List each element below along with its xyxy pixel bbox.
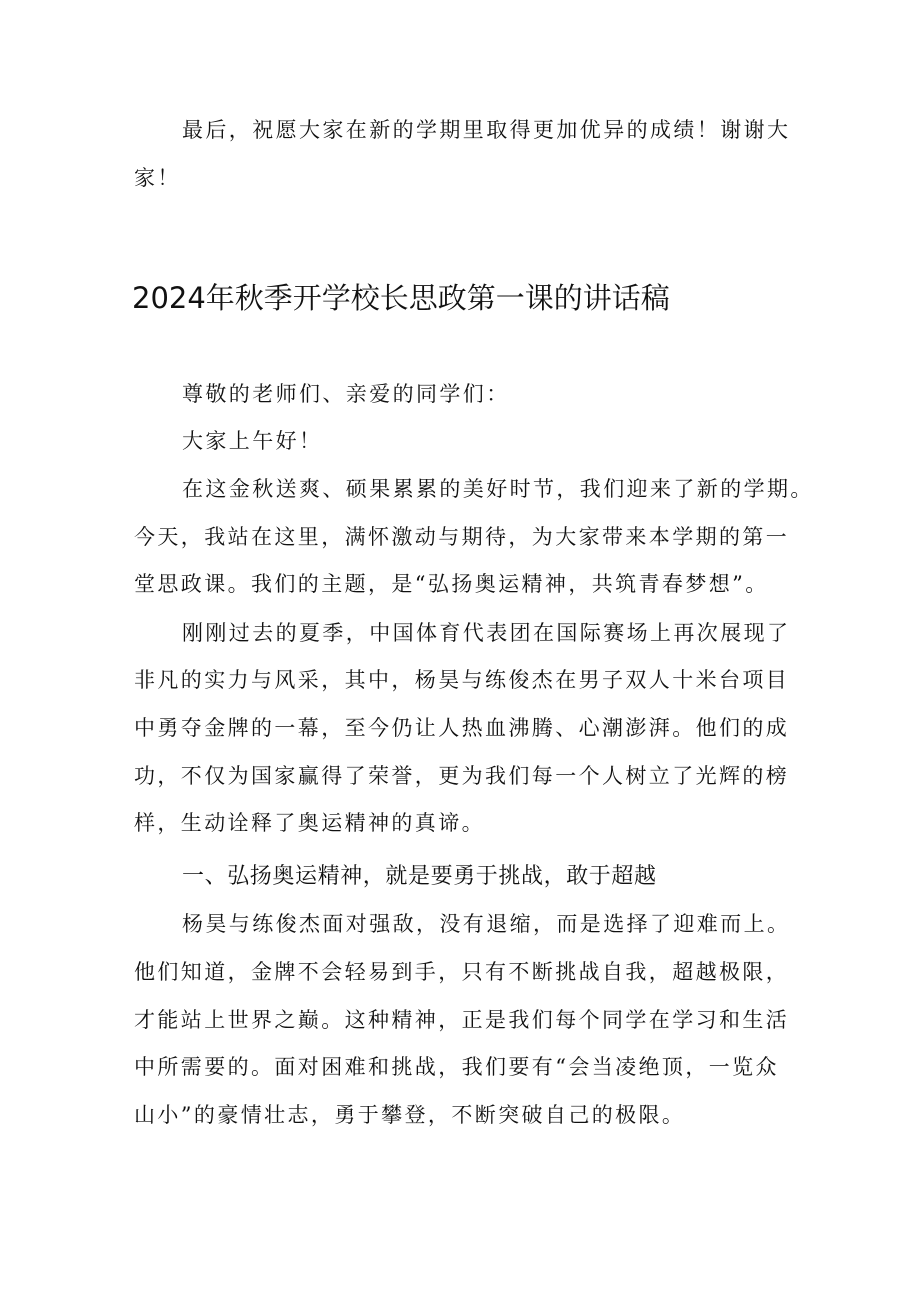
- text-line: 才能站上世界之巅。这种精神，正是我们每个同学在学习和生活: [134, 1008, 790, 1032]
- text-line: 堂思政课。我们的主题，是“弘扬奥运精神，共筑青春梦想”。: [134, 572, 769, 596]
- text-line: 家！: [134, 166, 181, 190]
- text-line: 样，生动诠释了奥运精神的真谛。: [134, 811, 485, 835]
- text-line: 今天，我站在这里，满怀激动与期待，为大家带来本学期的第一: [134, 525, 790, 549]
- text-line: 他们知道，金牌不会轻易到手，只有不断挑战自我，超越极限，: [134, 960, 790, 984]
- document-title: 2024年秋季开学校长思政第一课的讲话稿: [132, 281, 670, 315]
- text-line: 山小”的豪情壮志，勇于攀登，不断突破自己的极限。: [134, 1103, 686, 1127]
- text-line: 功，不仅为国家赢得了荣誉，更为我们每一个人树立了光辉的榜: [134, 764, 790, 788]
- salutation-line: 尊敬的老师们、亲爱的同学们：: [182, 382, 510, 406]
- section-heading: 一、弘扬奥运精神，就是要勇于挑战，敢于超越: [182, 864, 657, 889]
- text-line: 杨昊与练俊杰面对强敌，没有退缩，而是选择了迎难而上。: [182, 912, 791, 936]
- text-line: 在这金秋送爽、硕果累累的美好时节，我们迎来了新的学期。: [182, 477, 814, 501]
- text-line: 非凡的实力与风采，其中，杨昊与练俊杰在男子双人十米台项目: [134, 668, 790, 692]
- text-line: 中所需要的。面对困难和挑战，我们要有“会当凌绝顶，一览众: [134, 1055, 779, 1079]
- text-line: 中勇夺金牌的一幕，至今仍让人热血沸腾、心潮澎湃。他们的成: [134, 716, 790, 740]
- salutation-line: 大家上午好！: [182, 429, 323, 453]
- text-line: 刚刚过去的夏季，中国体育代表团在国际赛场上再次展现了: [182, 621, 791, 645]
- text-line: 最后，祝愿大家在新的学期里取得更加优异的成绩！谢谢大: [182, 118, 791, 142]
